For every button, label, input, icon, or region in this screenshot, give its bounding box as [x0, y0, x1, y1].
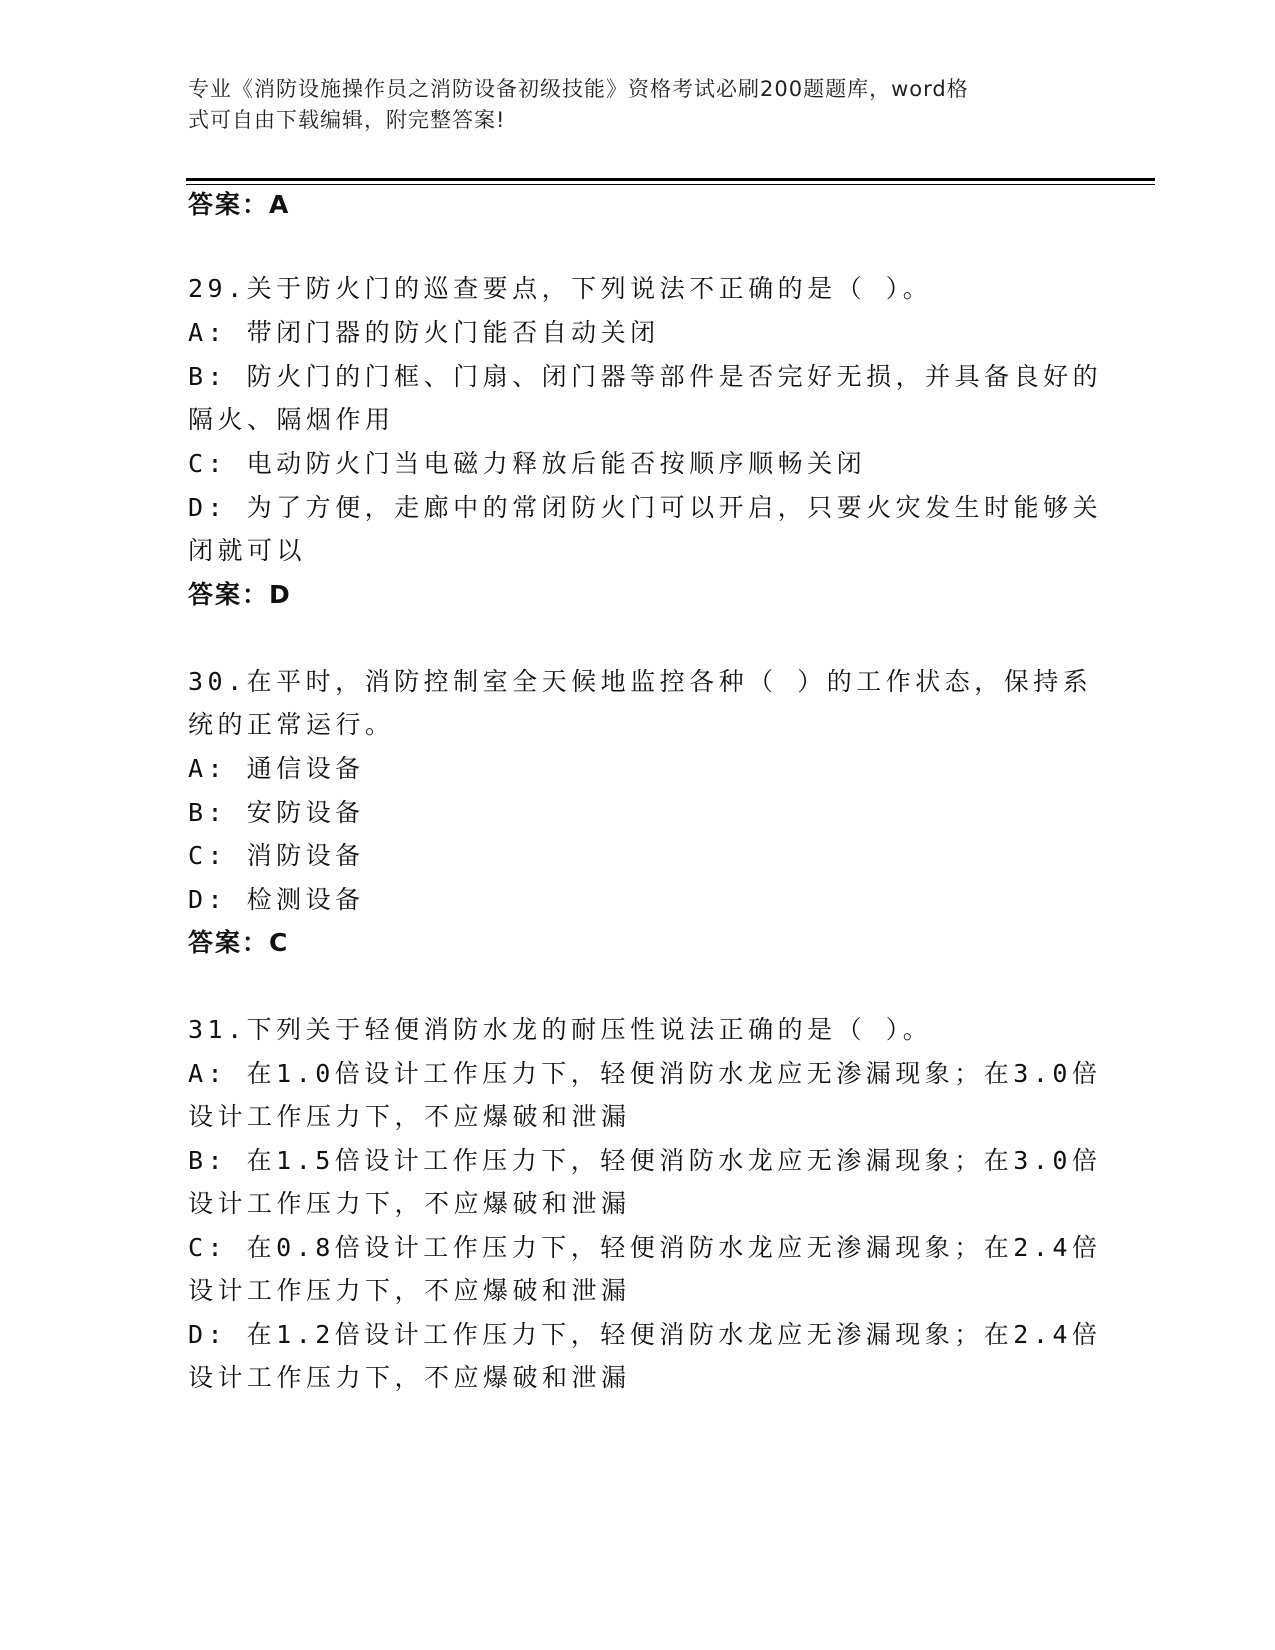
question-31-option-c-line1: C: 在0.8倍设计工作压力下，轻便消防水龙应无渗漏现象；在2.4倍 — [188, 1233, 1102, 1262]
question-29-option-a: A: 带闭门器的防火门能否自动关闭 — [188, 318, 660, 347]
header-divider-thin — [186, 184, 1155, 185]
page-header — [188, 74, 1068, 136]
header-divider-thick — [186, 178, 1155, 181]
question-31-option-b-line2: 设计工作压力下，不应爆破和泄漏 — [188, 1189, 631, 1218]
question-31-option-b-line1: B: 在1.5倍设计工作压力下，轻便消防水龙应无渗漏现象；在3.0倍 — [188, 1146, 1102, 1175]
question-31-option-c-line2: 设计工作压力下，不应爆破和泄漏 — [188, 1276, 631, 1305]
question-31-option-d-line2: 设计工作压力下，不应爆破和泄漏 — [188, 1363, 631, 1392]
question-31-option-d-line1: D: 在1.2倍设计工作压力下，轻便消防水龙应无渗漏现象；在2.4倍 — [188, 1320, 1102, 1349]
header-line-1: 专业《消防设施操作员之消防设备初级技能》资格考试必刷200题题库，word格 — [188, 77, 969, 101]
question-30-stem-line1: 30.在平时，消防控制室全天候地监控各种（ ）的工作状态，保持系 — [188, 667, 1093, 696]
question-31-option-a-line1: A: 在1.0倍设计工作压力下，轻便消防水龙应无渗漏现象；在3.0倍 — [188, 1059, 1102, 1088]
question-30-option-a: A: 通信设备 — [188, 754, 365, 783]
question-29-option-d-line1: D: 为了方便，走廊中的常闭防火门可以开启，只要火灾发生时能够关 — [188, 493, 1103, 522]
question-30-stem-line2: 统的正常运行。 — [188, 710, 395, 739]
question-29-option-d-line2: 闭就可以 — [188, 536, 307, 565]
question-30-option-c: C: 消防设备 — [188, 841, 365, 870]
question-31-stem: 31.下列关于轻便消防水龙的耐压性说法正确的是（ ）。 — [188, 1015, 933, 1044]
question-29-stem: 29.关于防火门的巡查要点，下列说法不正确的是（ ）。 — [188, 274, 933, 303]
question-29-option-b-line1: B: 防火门的门框、门扇、闭门器等部件是否完好无损，并具备良好的 — [188, 362, 1103, 391]
header-line-2: 式可自由下载编辑，附完整答案! — [188, 108, 506, 132]
question-29-option-c: C: 电动防火门当电磁力释放后能否按顺序顺畅关闭 — [188, 449, 867, 478]
question-30-option-b: B: 安防设备 — [188, 798, 365, 827]
answer-29: 答案：D — [188, 580, 292, 609]
question-31-option-a-line2: 设计工作压力下，不应爆破和泄漏 — [188, 1102, 631, 1131]
question-30-option-d: D: 检测设备 — [188, 885, 365, 914]
answer-28: 答案：A — [188, 190, 291, 219]
answer-30: 答案：C — [188, 928, 290, 957]
question-29-option-b-line2: 隔火、隔烟作用 — [188, 405, 395, 434]
